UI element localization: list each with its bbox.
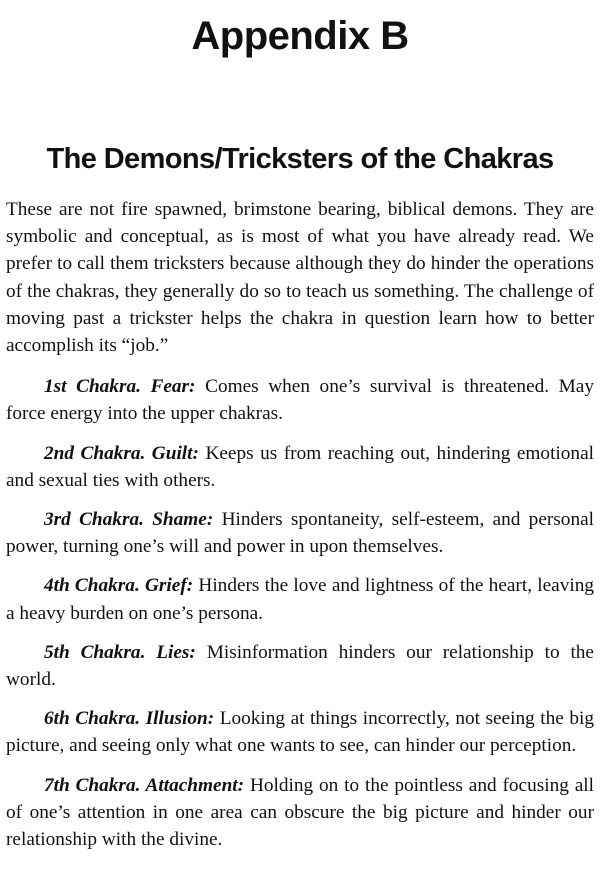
- entry-text: Keeps us from reaching out, hindering emotional and sexual ties with others.: [6, 442, 594, 491]
- chapter-title: The Demons/Tricksters of the Chakras: [46, 143, 554, 175]
- chakra-entry-4: [6, 572, 594, 626]
- chakra-entry-6: [6, 705, 594, 759]
- entry-text: Hinders the love and lightness of the heart, leaving a heavy burden on one’s persona.: [6, 575, 594, 624]
- entry-heading: 1st Chakra. Fear:: [44, 376, 196, 398]
- entry-heading: 4th Chakra. Grief:: [44, 575, 194, 597]
- entry-text: Holding on to the pointless and focusing all of one’s attention in one area can obscure the big picture and hinder our relationship with the divine.: [6, 774, 594, 851]
- entry-text: Comes when one’s survival is threatened. May force energy into the upper chakras.: [6, 376, 595, 425]
- entry-heading: 2nd Chakra. Guilt:: [44, 442, 199, 464]
- entry-heading: 5th Chakra. Lies:: [44, 641, 196, 663]
- entry-text: Hinders spontaneity, self-esteem, and personal power, turning one’s will and power in upon themselves.: [6, 509, 594, 558]
- entry-text: Misinformation hinders our relationship to the world.: [6, 641, 594, 691]
- intro-paragraph: These are not fire spawned, brimstone bearing, biblical demons. They are symbolic and conceptual, as is most of what you have already read. We prefer to call them tricksters because although they do hinder the operations of the chakras, they generally do so to teach us something. The challenge of moving past a trickster helps the chakra in question learn how to better accomplish its “job.”: [6, 199, 594, 357]
- chakra-entry-7: [6, 772, 594, 854]
- chakra-entry-2: [6, 440, 594, 494]
- chakra-entry-1: [6, 373, 594, 427]
- entry-heading: 3rd Chakra. Shame:: [44, 509, 214, 531]
- chakra-entry-3: [6, 506, 594, 560]
- entry-text: Looking at things incorrectly, not seeing the big picture, and seeing only what one wants to see, can hinder our perception.: [6, 708, 594, 757]
- appendix-title: Appendix B: [191, 14, 409, 58]
- entry-heading: 7th Chakra. Attachment:: [44, 774, 245, 796]
- chakra-entries: [6, 373, 594, 853]
- entry-heading: 6th Chakra. Illusion:: [44, 708, 215, 730]
- chakra-entry-5: [6, 639, 594, 693]
